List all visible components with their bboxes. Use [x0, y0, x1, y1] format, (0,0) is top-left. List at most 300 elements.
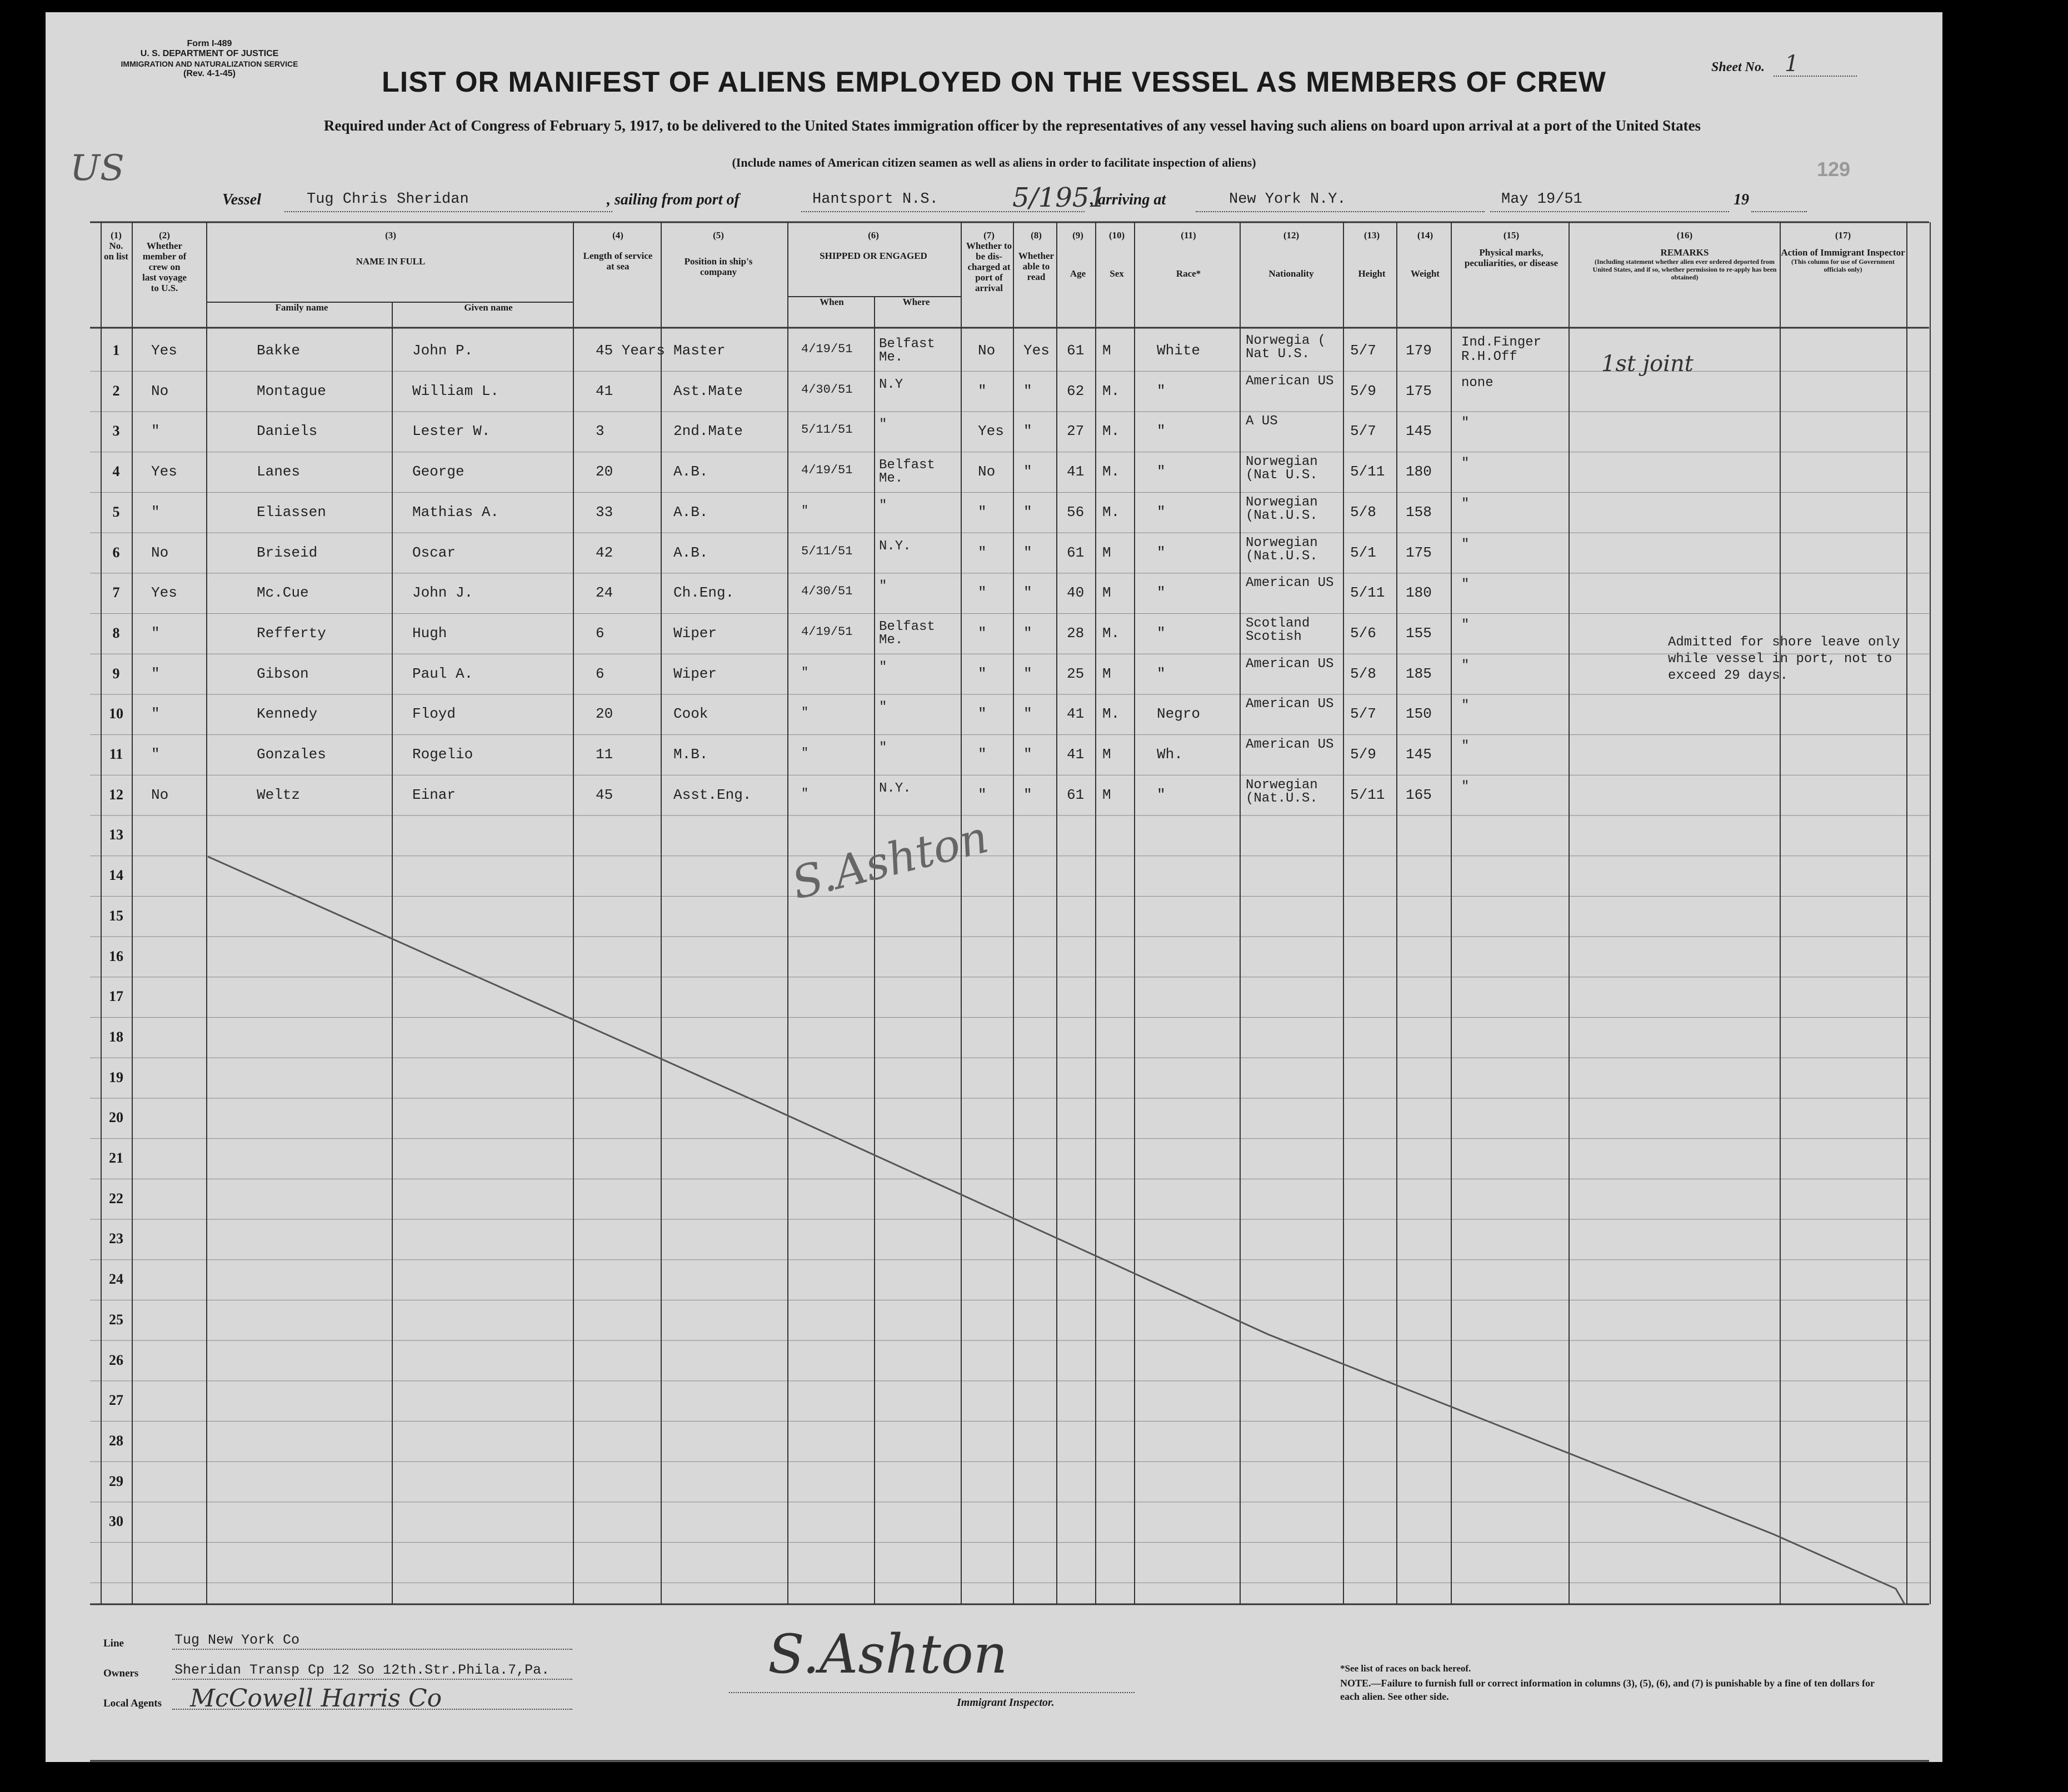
col-10-number: (10): [1108, 230, 1125, 241]
race: ": [1157, 584, 1166, 602]
shipped-when: 4/19/51: [801, 463, 853, 478]
age: 28: [1067, 624, 1085, 642]
age: 56: [1067, 503, 1085, 520]
length-of-service: 6: [596, 624, 605, 642]
position: A.B.: [673, 544, 708, 561]
row-number: 26: [109, 1351, 123, 1368]
prior-voyage: Yes: [151, 342, 177, 359]
discharged: ": [978, 746, 987, 763]
prior-voyage: Yes: [151, 463, 177, 480]
form-revision: (Rev. 4-1-45): [183, 69, 236, 78]
row-number: 22: [109, 1190, 123, 1207]
row-number: 11: [109, 746, 123, 762]
discharged: ": [978, 382, 987, 399]
inspector-signature: S.Ashton: [768, 1623, 1008, 1685]
col-3-label: NAME IN FULL: [356, 256, 426, 267]
prior-voyage: ": [151, 503, 160, 520]
sex: M: [1102, 746, 1111, 763]
weight: 180: [1406, 584, 1432, 602]
col-17-sub: (This column for use of Government officials only): [1791, 258, 1895, 273]
col-14-label: Weight: [1411, 268, 1440, 279]
prior-voyage: No: [151, 786, 169, 803]
able-to-read: ": [1023, 382, 1032, 399]
physical-marks: ": [1461, 577, 1470, 593]
given-name: Rogelio: [412, 746, 473, 763]
col-4-header: [579, 230, 657, 272]
col-15-label: Physical marks, peculiarities, or disease: [1464, 247, 1559, 268]
col-10-label: Sex: [1110, 268, 1124, 279]
given-name: Hugh: [412, 624, 447, 642]
length-of-service: 11: [596, 746, 613, 763]
row-number: 24: [109, 1271, 123, 1288]
col-16-sub: (Including statement whether alien ever ordered deported from United States, and if so, whether permission to re-apply has been obtained): [1592, 258, 1777, 281]
col-11-number: (11): [1181, 230, 1196, 241]
row-number: 16: [109, 948, 123, 964]
height: 5/7: [1350, 705, 1376, 723]
manifest-form: [46, 12, 1942, 1762]
physical-marks: ": [1461, 537, 1470, 552]
family-name: Daniels: [257, 423, 318, 440]
height: 5/11: [1350, 463, 1385, 480]
shipped-where: N.Y.: [879, 780, 911, 796]
col-12-label: Nationality: [1268, 268, 1314, 279]
col-16-label: REMARKS: [1660, 247, 1709, 258]
shipped-when: 4/30/51: [801, 382, 853, 397]
shipped-where: ": [879, 740, 887, 755]
col-14-number: (14): [1417, 230, 1433, 241]
able-to-read: ": [1023, 705, 1032, 723]
owners-value: Sheridan Transp Cp 12 So 12th.Str.Phila.7,Pa.: [174, 1662, 550, 1678]
discharged: ": [978, 544, 987, 561]
form-note: (Include names of American citizen seamen as well as aliens in order to facilitate inspection of aliens): [732, 156, 1256, 169]
weight: 145: [1406, 746, 1432, 763]
line-underline: [172, 1649, 572, 1650]
arrival-date: May 19/51: [1501, 191, 1582, 208]
col-7-number: (7): [983, 230, 995, 241]
col-1-number: (1): [111, 230, 122, 241]
col-6-label: SHIPPED OR ENGAGED: [820, 251, 927, 261]
family-name: Briseid: [257, 544, 318, 561]
sex: M.: [1102, 624, 1120, 642]
physical-marks: ": [1461, 416, 1470, 431]
col-6b-label: Where: [902, 297, 930, 307]
age: 25: [1067, 665, 1085, 682]
physical-marks: ": [1461, 698, 1470, 714]
height: 5/8: [1350, 503, 1376, 520]
shipped-when: 4/30/51: [801, 584, 853, 599]
margin-note: US: [70, 148, 124, 189]
nationality: American US: [1246, 373, 1334, 389]
sex: M: [1102, 665, 1111, 682]
port-to: New York N.Y.: [1229, 191, 1346, 208]
row-number: 27: [109, 1392, 123, 1409]
given-name: William L.: [412, 382, 499, 399]
row-number: 13: [109, 827, 123, 843]
line-value: Tug New York Co: [174, 1632, 300, 1648]
position: A.B.: [673, 463, 708, 480]
able-to-read: Yes: [1023, 342, 1050, 359]
service-name: IMMIGRATION AND NATURALIZATION SERVICE: [121, 59, 298, 68]
age: 41: [1067, 746, 1085, 763]
physical-marks: ": [1461, 739, 1470, 754]
position: Wiper: [673, 624, 717, 642]
year-label: 19: [1734, 191, 1749, 208]
col-5-label: Position in ship's company: [684, 256, 753, 277]
height: 5/7: [1350, 423, 1376, 440]
row-number: 21: [109, 1150, 123, 1166]
col-7-header: [963, 230, 1015, 293]
remark-handwritten: 1st joint: [1601, 351, 1694, 377]
col-9-label: Age: [1070, 268, 1086, 279]
sex: M.: [1102, 382, 1120, 399]
family-name: Gibson: [257, 665, 309, 682]
nationality: Norwegian (Nat U.S.: [1246, 454, 1318, 483]
family-name: Refferty: [257, 624, 326, 642]
sailing-date-handwritten: 5/1951: [1012, 182, 1106, 213]
family-name: Bakke: [257, 342, 301, 359]
position: Cook: [673, 705, 708, 723]
family-name: Weltz: [257, 786, 301, 803]
discharged: ": [978, 705, 987, 723]
col-6-number: (6): [868, 230, 879, 241]
row-number: 29: [109, 1473, 123, 1489]
race: ": [1157, 463, 1166, 480]
weight: 150: [1406, 705, 1432, 723]
col-8-header: [1016, 230, 1057, 282]
nationality: American US: [1246, 697, 1334, 712]
col-8-number: (8): [1031, 230, 1042, 241]
able-to-read: ": [1023, 746, 1032, 763]
col-9-header: [1059, 230, 1097, 279]
inspector-label: Immigrant Inspector.: [957, 1696, 1055, 1709]
col-3-header: [210, 230, 571, 267]
able-to-read: ": [1023, 423, 1032, 440]
race: ": [1157, 624, 1166, 642]
row-number: 4: [112, 463, 120, 480]
able-to-read: ": [1023, 503, 1032, 520]
sailing-label: , sailing from port of: [607, 191, 740, 208]
inspector-initials-signature: S.Ashton: [787, 810, 993, 910]
shipped-where: ": [879, 700, 887, 715]
col-13-header: [1346, 230, 1398, 279]
age: 41: [1067, 463, 1085, 480]
position: M.B.: [673, 746, 708, 763]
col-15-number: (15): [1503, 230, 1520, 241]
row-number: 28: [109, 1432, 123, 1449]
col-3-number: (3): [385, 230, 396, 241]
length-of-service: 20: [596, 705, 613, 723]
col-14-header: [1399, 230, 1451, 279]
shipped-where: N.Y.: [879, 538, 911, 554]
sex: M: [1102, 584, 1111, 602]
discharged: ": [978, 503, 987, 520]
form-title: LIST OR MANIFEST OF ALIENS EMPLOYED ON THE VESSEL AS MEMBERS OF CREW: [382, 66, 1606, 98]
race: ": [1157, 544, 1166, 561]
shipped-where: ": [879, 659, 887, 675]
discharged: No: [978, 342, 996, 359]
nationality: Scotland Scotish: [1246, 615, 1310, 644]
col-16-number: (16): [1676, 230, 1693, 241]
vessel-name: Tug Chris Sheridan: [307, 191, 469, 208]
race: White: [1157, 342, 1201, 359]
position: 2nd.Mate: [673, 423, 743, 440]
page-stamp: 129: [1817, 158, 1851, 181]
position: Master: [673, 342, 726, 359]
shipped-when: 5/11/51: [801, 544, 853, 558]
nationality: American US: [1246, 575, 1334, 591]
given-name: Mathias A.: [412, 503, 499, 520]
col-5-number: (5): [713, 230, 724, 241]
col-17-header: [1780, 230, 1906, 273]
discharged: ": [978, 665, 987, 682]
col-17-label: Action of Immigrant Inspector: [1781, 247, 1905, 258]
col-4-number: (4): [612, 230, 623, 241]
col-9-number: (9): [1072, 230, 1083, 241]
col-11-header: [1137, 230, 1240, 279]
discharged: Yes: [978, 423, 1004, 440]
weight: 145: [1406, 423, 1432, 440]
row-number: 8: [112, 624, 120, 641]
sex: M: [1102, 342, 1111, 359]
row-number: 18: [109, 1028, 123, 1045]
height: 5/11: [1350, 786, 1385, 803]
col-4-label: Length of service at sea: [583, 251, 653, 272]
row-number: 10: [109, 705, 123, 722]
height: 5/1: [1350, 544, 1376, 561]
shipped-when: ": [801, 705, 809, 720]
row-number: 15: [109, 907, 123, 924]
row-number: 9: [112, 665, 120, 682]
shipped-where: Belfast Me.: [879, 619, 935, 648]
shipped-where: ": [879, 579, 887, 594]
age: 27: [1067, 423, 1085, 440]
row-number: 20: [109, 1109, 123, 1126]
arriving-label: , arriving at: [1090, 191, 1166, 208]
sex: M: [1102, 544, 1111, 561]
physical-marks: none: [1461, 375, 1493, 391]
race: Wh.: [1157, 746, 1183, 763]
col-15-header: [1453, 230, 1569, 268]
age: 40: [1067, 584, 1085, 602]
col-6a-label: When: [820, 297, 844, 307]
sex: M.: [1102, 463, 1120, 480]
length-of-service: 33: [596, 503, 613, 520]
age: 61: [1067, 544, 1085, 561]
discharged: ": [978, 786, 987, 803]
position: Asst.Eng.: [673, 786, 752, 803]
col-2-header: [142, 230, 187, 293]
agents-value: McCowell Harris Co: [190, 1684, 442, 1713]
discharged: ": [978, 624, 987, 642]
weight: 158: [1406, 503, 1432, 520]
row-number: 12: [109, 786, 123, 803]
fine-note: NOTE.—Failure to furnish full or correct information in columns (3), (5), (6), and (7) is punishable by a fine of ten dollars for each alien. See other side.: [1340, 1678, 1875, 1702]
given-name: Lester W.: [412, 423, 491, 440]
nationality: Norwegian (Nat.U.S.: [1246, 535, 1318, 564]
col-13-number: (13): [1363, 230, 1380, 241]
nationality: Norwegia ( Nat U.S.: [1246, 333, 1326, 362]
nationality: American US: [1246, 737, 1334, 752]
discharged: No: [978, 463, 996, 480]
height: 5/9: [1350, 746, 1376, 763]
row-number: 30: [109, 1513, 123, 1530]
prior-voyage: ": [151, 624, 160, 642]
prior-voyage: No: [151, 544, 169, 561]
prior-voyage: ": [151, 665, 160, 682]
physical-marks: Ind.Finger R.H.Off: [1461, 335, 1542, 364]
weight: 185: [1406, 665, 1432, 682]
height: 5/6: [1350, 624, 1376, 642]
sheet-number: 1: [1785, 51, 1799, 77]
col-6-header: [790, 230, 957, 261]
able-to-read: ": [1023, 584, 1032, 602]
length-of-service: 24: [596, 584, 613, 602]
shipped-when: 5/11/51: [801, 423, 853, 437]
weight: 165: [1406, 786, 1432, 803]
col-16-header: [1591, 230, 1778, 281]
position: Wiper: [673, 665, 717, 682]
length-of-service: 41: [596, 382, 613, 399]
race: ": [1157, 786, 1166, 803]
race: ": [1157, 665, 1166, 682]
shipped-where: N.Y: [879, 377, 903, 392]
able-to-read: ": [1023, 463, 1032, 480]
col-5-header: [666, 230, 771, 277]
race: ": [1157, 382, 1166, 399]
shipped-when: 4/19/51: [801, 342, 853, 356]
col-3a-label: Family name: [275, 302, 328, 313]
race: ": [1157, 423, 1166, 440]
height: 5/11: [1350, 584, 1385, 602]
col-7-label: Whether to be dis-charged at port of arrival: [966, 241, 1012, 293]
nationality: American US: [1246, 656, 1334, 672]
col-8-label: Whether able to read: [1018, 251, 1055, 282]
family-name: Mc.Cue: [257, 584, 309, 602]
col-12-number: (12): [1283, 230, 1300, 241]
weight: 175: [1406, 382, 1432, 399]
shipped-when: ": [801, 665, 809, 679]
owners-label: Owners: [103, 1668, 139, 1679]
given-name: Paul A.: [412, 665, 473, 682]
height: 5/8: [1350, 665, 1376, 682]
sheet-label: Sheet No.: [1711, 60, 1765, 74]
height: 5/9: [1350, 382, 1376, 399]
discharged: ": [978, 584, 987, 602]
shipped-when: ": [801, 746, 809, 760]
nationality: Norwegian (Nat.U.S.: [1246, 494, 1318, 523]
family-name: Montague: [257, 382, 326, 399]
physical-marks: ": [1461, 779, 1470, 794]
family-name: Eliassen: [257, 503, 326, 520]
nationality: A US: [1246, 414, 1278, 429]
nationality: Norwegian (Nat.U.S.: [1246, 777, 1318, 806]
prior-voyage: ": [151, 423, 160, 440]
physical-marks: ": [1461, 617, 1470, 633]
race: Negro: [1157, 705, 1201, 723]
family-name: Kennedy: [257, 705, 318, 723]
agents-underline: [172, 1709, 572, 1710]
length-of-service: 45: [596, 786, 613, 803]
col-1-header: [103, 230, 129, 262]
length-of-service: 45 Years: [596, 342, 665, 359]
able-to-read: ": [1023, 786, 1032, 803]
shipped-where: Belfast Me.: [879, 337, 935, 365]
row-number: 25: [109, 1311, 123, 1328]
length-of-service: 42: [596, 544, 613, 561]
agents-label: Local Agents: [103, 1698, 162, 1709]
row-number: 23: [109, 1230, 123, 1247]
weight: 180: [1406, 463, 1432, 480]
position: Ch.Eng.: [673, 584, 735, 602]
shipped-where: Belfast Me.: [879, 458, 935, 487]
row-number: 19: [109, 1069, 123, 1085]
shipped-where: ": [879, 498, 887, 513]
col-1-label: No. on list: [104, 241, 128, 262]
form-subtitle: Required under Act of Congress of February 5, 1917, to be delivered to the United States immigration officer by the representatives of any vessel having such aliens on board upon arrival at a port of the United States: [323, 117, 1701, 134]
age: 62: [1067, 382, 1085, 399]
row-number: 17: [109, 988, 123, 1005]
weight: 175: [1406, 544, 1432, 561]
given-name: Oscar: [412, 544, 456, 561]
owners-underline: [172, 1679, 572, 1680]
able-to-read: ": [1023, 624, 1032, 642]
line-label: Line: [103, 1638, 124, 1649]
able-to-read: ": [1023, 665, 1032, 682]
length-of-service: 20: [596, 463, 613, 480]
sex: M.: [1102, 423, 1120, 440]
position: Ast.Mate: [673, 382, 743, 399]
row-number: 2: [112, 382, 120, 399]
col-12-header: [1241, 230, 1341, 279]
given-name: Einar: [412, 786, 456, 803]
length-of-service: 6: [596, 665, 605, 682]
family-name: Gonzales: [257, 746, 326, 763]
row-number: 1: [112, 342, 120, 358]
inspector-underline: [729, 1692, 1135, 1693]
height: 5/7: [1350, 342, 1376, 359]
prior-voyage: ": [151, 746, 160, 763]
shipped-where: ": [879, 417, 887, 433]
able-to-read: ": [1023, 544, 1032, 561]
row-number: 7: [112, 584, 120, 601]
sex: M.: [1102, 705, 1120, 723]
sex: M: [1102, 786, 1111, 803]
age: 41: [1067, 705, 1085, 723]
row-number: 5: [112, 503, 120, 520]
physical-marks: ": [1461, 496, 1470, 512]
family-name: Lanes: [257, 463, 301, 480]
col-10-header: [1098, 230, 1136, 279]
col-3b-label: Given name: [464, 302, 513, 313]
age: 61: [1067, 786, 1085, 803]
shore-leave-remark: Admitted for shore leave only while vessel in port, not to exceed 29 days.: [1668, 635, 1900, 683]
race: ": [1157, 503, 1166, 520]
given-name: John J.: [412, 584, 473, 602]
position: A.B.: [673, 503, 708, 520]
shipped-when: ": [801, 786, 809, 800]
row-number: 3: [112, 423, 120, 439]
given-name: John P.: [412, 342, 473, 359]
given-name: George: [412, 463, 464, 480]
given-name: Floyd: [412, 705, 456, 723]
col-2-number: (2): [159, 230, 170, 241]
sex: M.: [1102, 503, 1120, 520]
age: 61: [1067, 342, 1085, 359]
weight: 155: [1406, 624, 1432, 642]
physical-marks: ": [1461, 456, 1470, 472]
shipped-when: ": [801, 503, 809, 518]
vessel-label: Vessel: [222, 191, 261, 208]
